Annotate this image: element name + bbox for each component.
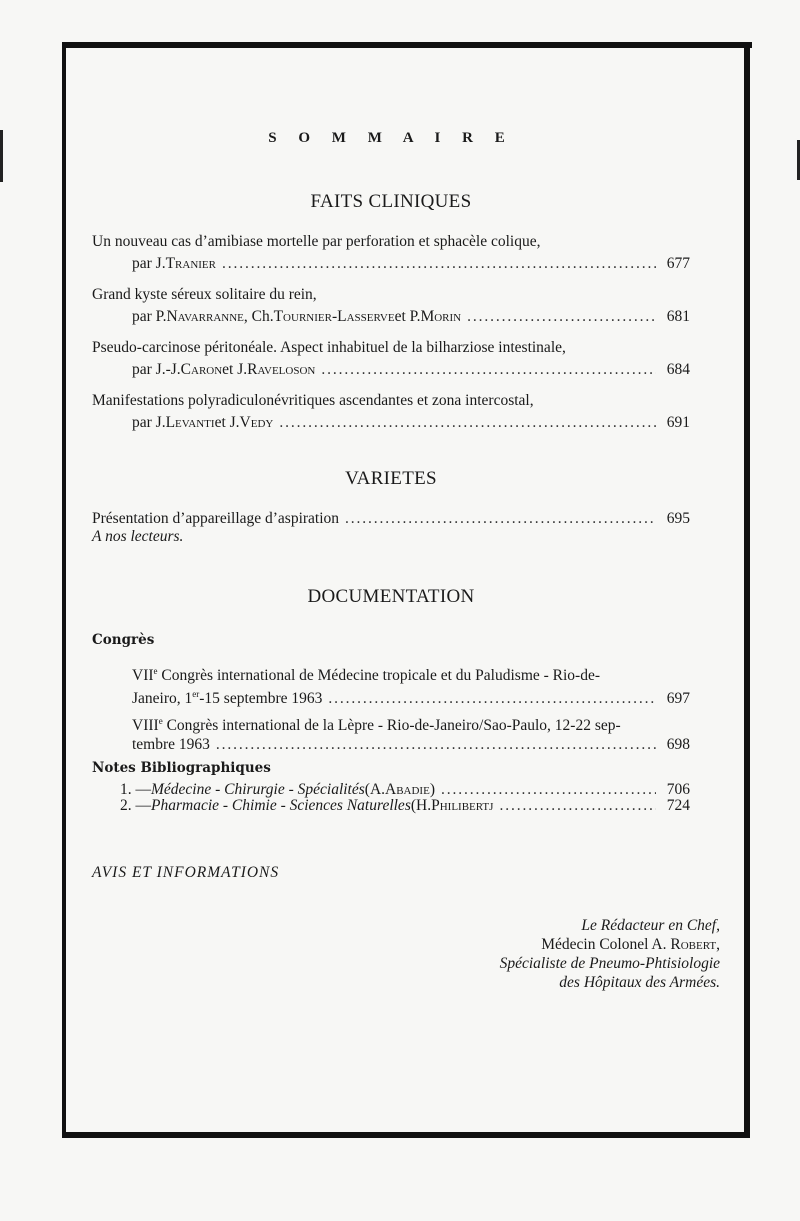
signature-role: Le Rédacteur en Chef, [581,917,720,934]
section-heading-varietes: VARIETES [345,468,437,489]
frame-bottom-border [62,1132,750,1138]
subheading-notes-bibliographiques: Notes Bibliographiques [92,760,271,777]
entry-byline-row [92,306,690,328]
author-name: Abadie [385,781,430,799]
toc-entry [92,231,690,275]
entry-title: Un nouveau cas d’amibiase mortelle par perforation et sphacèle colique, [92,233,541,250]
page-number: 698 [666,736,690,754]
signature-rank: Médecin Colonel A. [541,936,671,953]
page-number: 681 [666,308,690,325]
author-name: Tranier [165,255,216,272]
biblio-entry [92,782,690,798]
author-name: Raveloson [247,361,316,378]
signature-punct: , [716,936,720,953]
author-name: Levanti [165,414,215,431]
page-number: 695 [666,510,690,527]
author-name: Navarranne [166,308,244,325]
frame-top-border [62,42,752,48]
biblio-title: Médecine - Chirurgie - Spécialités [151,781,365,799]
leader-dots [321,359,656,381]
section-heading-faits-cliniques: FAITS CLINIQUES [310,191,472,212]
leader-dots [279,412,656,434]
page-number: 691 [666,414,690,431]
entry-title-text: Congrès international de Médecine tropicale et du Paludisme - Rio-de- [157,667,601,685]
superscript: e [158,716,163,727]
leader-dots [216,735,656,754]
byline-prefix: par J. [132,255,166,272]
entry-title: Présentation d’appareillage d’aspiration [92,510,340,527]
roman-numeral: VIII [132,717,159,735]
author-name: Morin [420,308,462,325]
signature-affiliation: des Hôpitaux des Armées. [559,974,720,991]
biblio-number: 2. — [120,797,151,815]
byline-prefix: par J.-J. [132,361,181,378]
entry-byline-row [92,359,690,381]
superscript: er [192,689,200,700]
signature-name: Robert [670,936,717,953]
page-number: 697 [666,690,690,708]
roman-numeral: VII [132,667,154,685]
leader-dots [467,306,656,328]
author-name: Tournier-Lasserve [273,308,395,325]
byline-joiner: et P. [394,308,421,325]
entry-title: Manifestations polyradiculonévritiques ascendantes et zona intercostal, [92,392,534,409]
author-name: Vedy [239,414,274,431]
entry-title-cont [132,685,322,708]
entry-title-text: tembre 1963 [132,736,210,754]
biblio-author-prefix: (A. [364,781,386,799]
subheading-congres: Congrès [92,632,155,648]
page-number: 684 [666,361,690,378]
scan-edge-mark [0,130,3,182]
biblio-number: 1. — [120,781,151,799]
entry-title-text: Congrès international de la Lèpre - Rio-de-Janeiro/Sao-Paulo, 12-22 sep- [162,717,621,735]
entry-byline-row [92,412,690,434]
byline-prefix: par J. [132,414,166,431]
byline-joiner: et J. [222,361,248,378]
byline-joiner: et J. [214,414,240,431]
byline-joiner: , Ch. [243,308,274,325]
entry-continuation-row [132,735,690,754]
entry-title: Grand kyste séreux solitaire du rein, [92,286,317,303]
congress-entry [92,712,690,754]
signature-name-line [430,935,720,954]
toc-entry [92,390,690,434]
leader-dots [499,798,656,814]
signature-block [430,916,720,992]
page-number: 706 [666,781,690,799]
entry-continuation-row [132,685,690,708]
frame-left-border [62,42,66,1138]
page-title: S O M M A I R E [268,130,514,146]
signature-specialty: Spécialiste de Pneumo-Phtisiologie [499,955,720,972]
congress-entry [92,662,690,708]
superscript: e [153,666,158,676]
entry-title [132,712,690,735]
entry-title: Pseudo-carcinose péritonéale. Aspect inhabituel de la bilharziose intestinale, [92,339,566,356]
biblio-author-prefix: (H. [410,797,432,815]
biblio-title: Pharmacie - Chimie - Sciences Naturelles [151,797,411,815]
page-number: 677 [666,255,690,272]
author-name: Caron [180,361,223,378]
varietes-note: A nos lecteurs. [92,528,184,545]
leader-dots [441,782,656,798]
entry-title-text: -15 septembre 1963 [199,690,323,708]
toc-entry [92,510,690,528]
biblio-author-suffix: ) [429,781,435,799]
biblio-entry [92,798,690,814]
leader-dots [328,689,656,708]
toc-entry [92,337,690,381]
leader-dots [345,510,656,528]
table-of-contents [92,130,690,882]
author-name: Philibertj [431,797,494,815]
entry-title-text: Janeiro, 1 [132,690,193,708]
leader-dots [222,253,656,275]
toc-entry [92,284,690,328]
section-heading-documentation: DOCUMENTATION [307,586,475,607]
entry-byline-row [92,253,690,275]
entry-title [132,662,690,685]
avis-heading: AVIS ET INFORMATIONS [92,864,280,882]
frame-right-border [744,42,750,1138]
page-number: 724 [666,797,690,815]
byline-prefix: par P. [132,308,167,325]
